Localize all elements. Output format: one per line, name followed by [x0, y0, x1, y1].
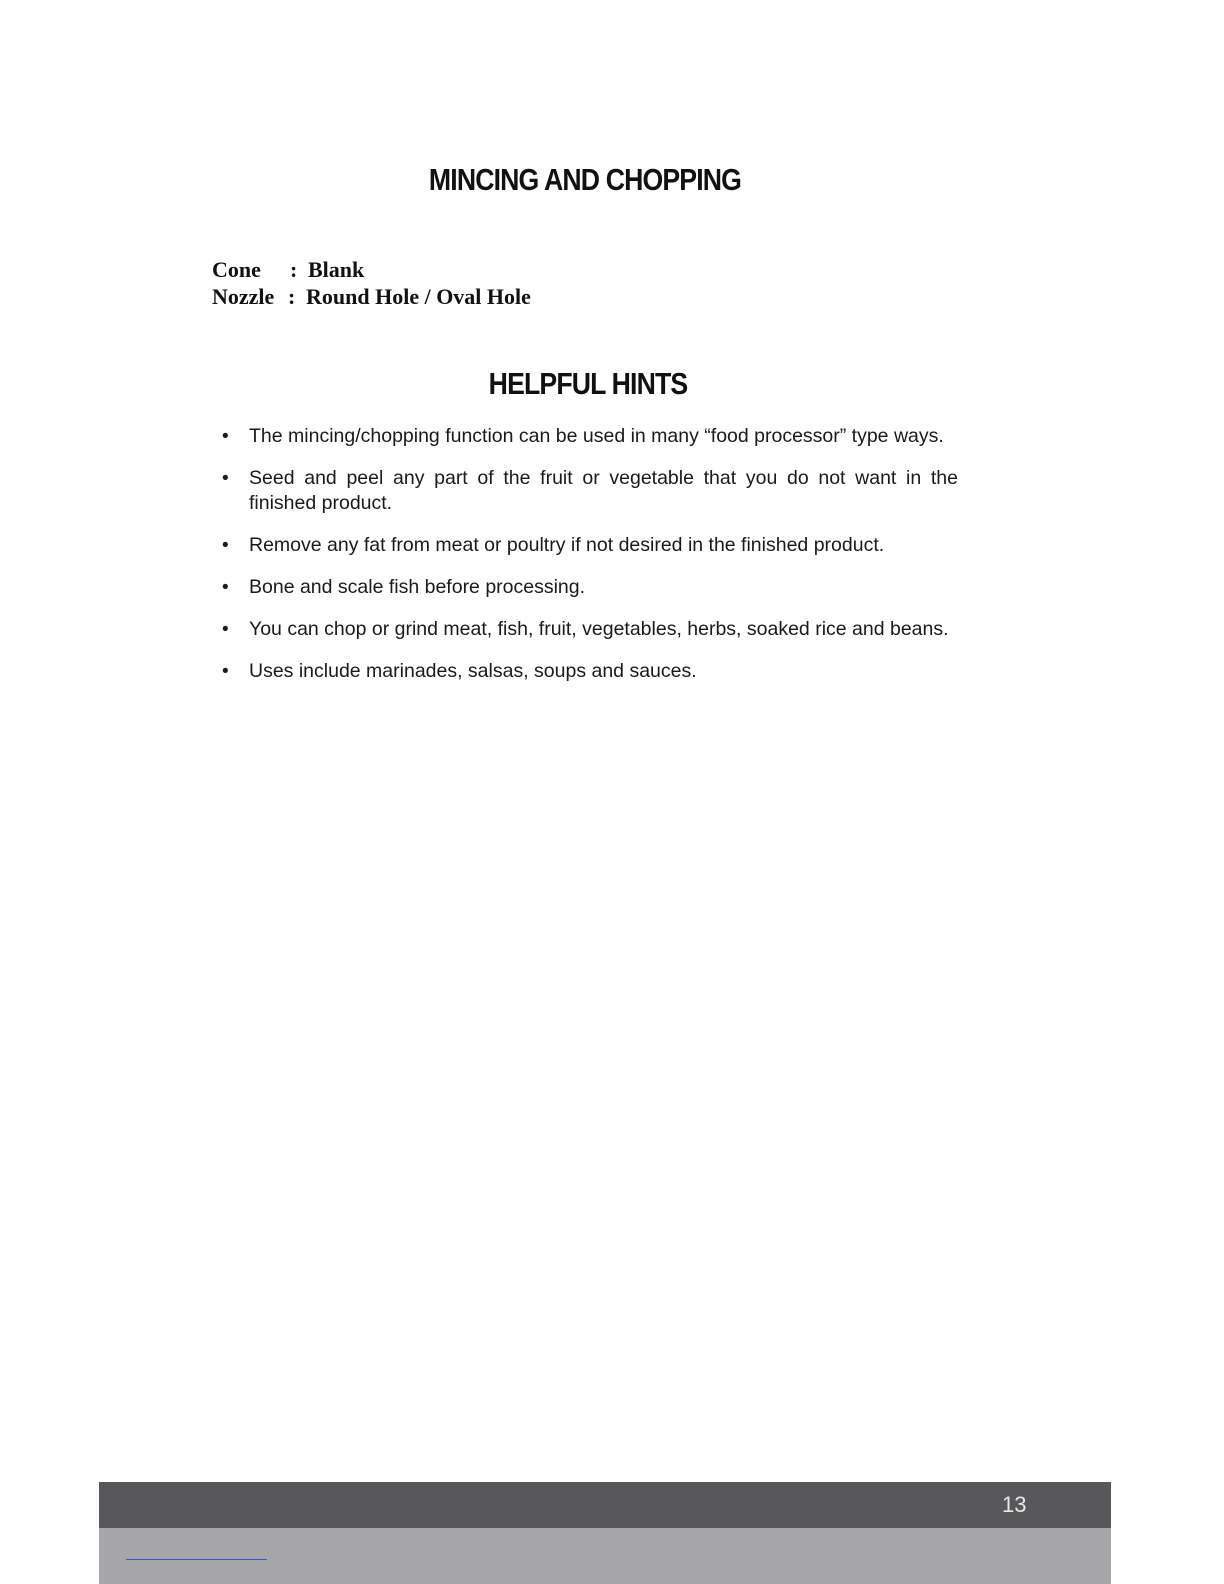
spec-cone-separator: :: [290, 257, 298, 282]
page-number: 13: [1002, 1492, 1027, 1517]
hint-text: You can chop or grind meat, fish, fruit, vegetables, herbs, soaked rice and beans.: [249, 618, 949, 640]
hint-item: [222, 533, 958, 558]
bullet-icon: •: [222, 661, 229, 682]
hint-item: [222, 466, 958, 516]
hint-item: [222, 659, 958, 684]
hint-item: [222, 617, 958, 642]
bullet-icon: •: [222, 535, 229, 556]
spec-cone-label: Cone: [212, 257, 261, 282]
spec-nozzle-value: Round Hole / Oval Hole: [306, 284, 531, 309]
hint-text: Uses include marinades, salsas, soups and sauces.: [249, 660, 697, 682]
footer-bar: [99, 1482, 1111, 1528]
spec-row-nozzle: [190, 258, 531, 336]
section-title-mincing: MINCING AND CHOPPING: [428, 162, 742, 197]
helpful-hints-list: [222, 424, 958, 701]
bullet-icon: •: [222, 468, 229, 489]
hint-text: The mincing/chopping function can be used in many “food processor” type ways.: [249, 425, 944, 447]
spec-nozzle-separator: :: [288, 284, 296, 309]
hint-text: Bone and scale fish before processing.: [249, 576, 586, 598]
hint-text: Remove any fat from meat or poultry if not desired in the finished product.: [249, 534, 885, 556]
bullet-icon: •: [222, 426, 229, 447]
bullet-icon: •: [222, 619, 229, 640]
hint-text: Seed and peel any part of the fruit or vegetable that you do not want in the finished product.: [249, 467, 958, 514]
spec-nozzle-label: Nozzle: [212, 284, 275, 309]
footer-lower-band: [99, 1528, 1111, 1584]
footer-link-underline[interactable]: [126, 1559, 267, 1560]
hint-item: [222, 575, 958, 600]
spec-cone-value: Blank: [308, 257, 365, 282]
hint-item: [222, 424, 958, 449]
bullet-icon: •: [222, 577, 229, 598]
section-title-helpful-hints: HELPFUL HINTS: [488, 366, 688, 401]
